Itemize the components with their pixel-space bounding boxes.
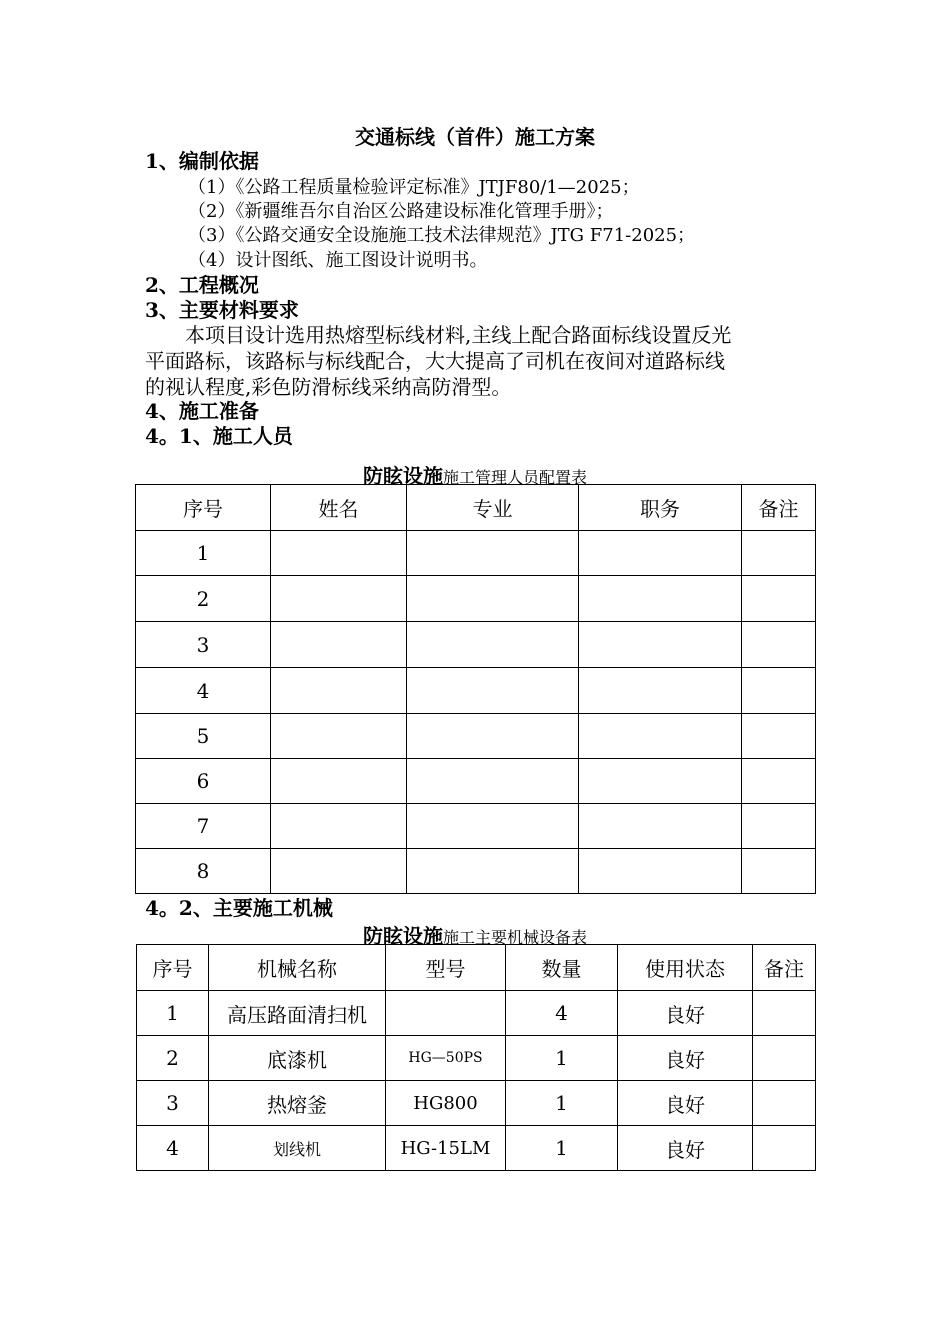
heading-construction-preparation: 4、施工准备 — [145, 399, 259, 423]
row-position — [579, 668, 742, 714]
row-status: 良好 — [618, 1081, 753, 1126]
table-row — [136, 622, 816, 668]
row-index: 4 — [136, 668, 271, 714]
row-remarks — [742, 759, 816, 804]
row-remarks — [742, 668, 816, 714]
row-status: 良好 — [618, 1126, 753, 1171]
row-index: 2 — [137, 1036, 209, 1081]
row-position — [579, 759, 742, 804]
row-model — [386, 991, 506, 1036]
header-cell-model: 型号 — [386, 945, 506, 991]
staff-caption-bold: 防眩设施 — [362, 464, 443, 488]
machine-caption-normal: 施工主要机械设备表 — [442, 928, 587, 947]
row-quantity: 1 — [506, 1081, 618, 1126]
row-position — [579, 804, 742, 849]
header-cell-status: 使用状态 — [618, 945, 753, 991]
row-machine-name: 底漆机 — [209, 1036, 386, 1081]
row-machine-name: 划线机 — [209, 1126, 386, 1171]
row-index: 4 — [137, 1126, 209, 1171]
row-specialty — [407, 531, 579, 576]
row-index: 7 — [136, 804, 271, 849]
row-remarks — [742, 849, 816, 894]
table-row — [137, 991, 816, 1036]
row-quantity: 1 — [506, 1036, 618, 1081]
table-row — [136, 668, 816, 714]
row-position — [579, 622, 742, 668]
row-specialty — [407, 759, 579, 804]
table-row — [136, 531, 816, 576]
row-remarks — [742, 576, 816, 622]
heading-construction-personnel: 4。1、施工人员 — [145, 424, 293, 448]
heading-project-overview: 2、工程概况 — [145, 273, 259, 297]
row-remarks — [753, 1081, 816, 1126]
row-index: 1 — [137, 991, 209, 1036]
row-model: HG800 — [386, 1081, 506, 1126]
heading-compilation-basis: 1、编制依据 — [145, 149, 259, 173]
material-requirements-paragraph — [145, 322, 815, 400]
row-quantity: 1 — [506, 1126, 618, 1171]
header-cell-name: 姓名 — [271, 485, 407, 531]
row-specialty — [407, 714, 579, 759]
table-row — [137, 1126, 816, 1171]
row-status: 良好 — [618, 991, 753, 1036]
row-position — [579, 849, 742, 894]
table-row — [137, 1036, 816, 1081]
header-cell-remarks: 备注 — [753, 945, 816, 991]
table-row — [136, 849, 816, 894]
row-index: 3 — [136, 622, 271, 668]
reference-item-3: （3）《公路交通安全设施施工技术法律规范》JTG F71-2025； — [188, 225, 696, 246]
row-name — [271, 714, 407, 759]
staff-table-header-row — [136, 485, 816, 531]
row-specialty — [407, 576, 579, 622]
row-remarks — [742, 804, 816, 849]
row-name — [271, 622, 407, 668]
paragraph-line-1: 本项目设计选用热熔型标线材料,主线上配合路面标线设置反光 — [185, 323, 732, 347]
row-name — [271, 668, 407, 714]
row-remarks — [753, 1126, 816, 1171]
row-specialty — [407, 804, 579, 849]
row-name — [271, 804, 407, 849]
row-name — [271, 849, 407, 894]
row-position — [579, 576, 742, 622]
reference-item-1: （1）《公路工程质量检验评定标准》JTJF80/1—2025； — [188, 177, 640, 198]
row-machine-name: 热熔釜 — [209, 1081, 386, 1126]
paragraph-line-3: 的视认程度,彩色防滑标线采纳高防滑型。 — [145, 375, 512, 399]
row-name — [271, 759, 407, 804]
machine-table-header-row — [137, 945, 816, 991]
table-row — [136, 714, 816, 759]
reference-item-4: （4）设计图纸、施工图设计说明书。 — [188, 250, 488, 271]
row-index: 8 — [136, 849, 271, 894]
row-model: HG—50PS — [386, 1036, 506, 1081]
row-remarks — [742, 622, 816, 668]
table-row — [136, 759, 816, 804]
row-name — [271, 576, 407, 622]
row-model: HG-15LM — [386, 1126, 506, 1171]
row-name — [271, 531, 407, 576]
header-cell-machine-name: 机械名称 — [209, 945, 386, 991]
machine-table — [136, 944, 816, 1171]
row-specialty — [407, 849, 579, 894]
row-position — [579, 714, 742, 759]
row-index: 5 — [136, 714, 271, 759]
row-status: 良好 — [618, 1036, 753, 1081]
row-specialty — [407, 622, 579, 668]
table-row — [136, 576, 816, 622]
staff-table — [135, 484, 816, 894]
reference-item-2: （2）《新疆维吾尔自治区公路建设标准化管理手册》； — [188, 201, 614, 222]
header-cell-quantity: 数量 — [506, 945, 618, 991]
machine-caption-bold: 防眩设施 — [362, 924, 443, 948]
row-index: 1 — [136, 531, 271, 576]
header-cell-specialty: 专业 — [407, 485, 579, 531]
header-cell-remarks: 备注 — [742, 485, 816, 531]
heading-main-machinery: 4。2、主要施工机械 — [145, 896, 333, 920]
row-index: 3 — [137, 1081, 209, 1126]
header-cell-position: 职务 — [579, 485, 742, 531]
row-index: 2 — [136, 576, 271, 622]
row-remarks — [742, 531, 816, 576]
row-remarks — [753, 991, 816, 1036]
staff-caption-normal: 施工管理人员配置表 — [442, 468, 587, 487]
header-cell-index: 序号 — [137, 945, 209, 991]
row-index: 6 — [136, 759, 271, 804]
table-row — [136, 804, 816, 849]
row-remarks — [753, 1036, 816, 1081]
page-title: 交通标线（首件）施工方案 — [355, 125, 595, 149]
row-quantity: 4 — [506, 991, 618, 1036]
row-remarks — [742, 714, 816, 759]
paragraph-line-2: 平面路标，该路标与标线配合，大大提高了司机在夜间对道路标线 — [145, 349, 725, 373]
row-position — [579, 531, 742, 576]
row-machine-name: 高压路面清扫机 — [209, 991, 386, 1036]
row-specialty — [407, 668, 579, 714]
table-row — [137, 1081, 816, 1126]
heading-material-requirements: 3、主要材料要求 — [145, 298, 299, 322]
header-cell-index: 序号 — [136, 485, 271, 531]
